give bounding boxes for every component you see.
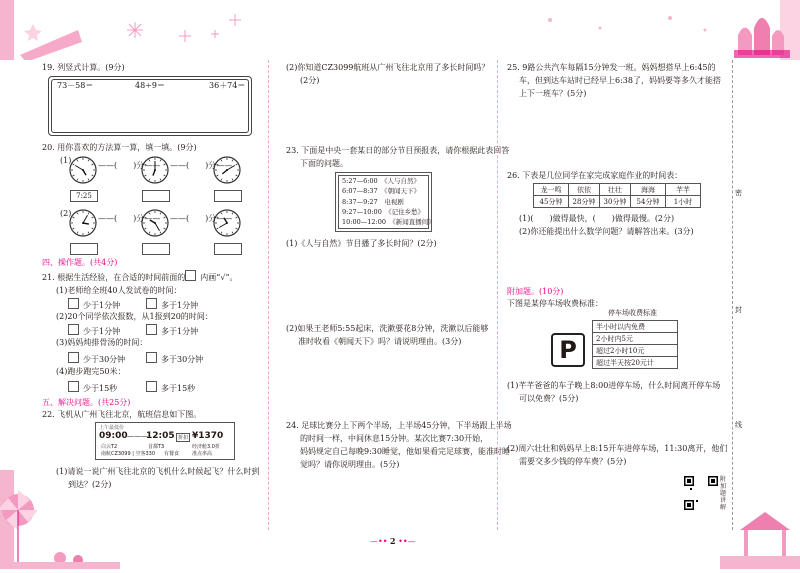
column-divider-2 xyxy=(497,60,498,530)
q20-arrow-3: ——( )分—— xyxy=(98,214,161,223)
q20-answer-box-5[interactable] xyxy=(214,243,242,255)
table-cell: 1小时 xyxy=(666,196,701,208)
table-header: 芊芊 xyxy=(666,184,701,196)
q24-line3: 妈妈规定自己每晚9:30睡觉，他如果看完足球赛，能准时睡 xyxy=(300,447,510,456)
q21-title xyxy=(42,270,238,283)
q24-line4: 觉吗？请你说明理由。(5分) xyxy=(300,460,400,469)
q21-item-3-a[interactable]: 少于30分钟 xyxy=(68,352,125,365)
table-cell: 超过半天按20元计 xyxy=(593,357,678,369)
q20-start-time: 7:25 xyxy=(76,192,92,200)
table-row xyxy=(593,333,678,345)
clock-face xyxy=(69,209,97,237)
schedule-item-4: 9:27—10:00 《记住乡愁》 xyxy=(342,207,425,216)
fee-table-title: 停车场收费标准 xyxy=(608,309,657,317)
q24-line1: 24. 足球比赛分上下两个半场，上半场45分钟，下半场跟上半场 xyxy=(286,421,512,430)
bonus-1-line2: 可以免费？(5分) xyxy=(519,394,579,403)
ticket-flight: 南航CZ3099 | 空客330 xyxy=(101,451,156,457)
q20-time-box-start xyxy=(70,190,98,202)
table-cell: 30分钟 xyxy=(600,196,631,208)
ticket-airport1: 白云T2 xyxy=(101,444,118,450)
ticket-arrive: 12:05 xyxy=(146,431,175,441)
schedule-list xyxy=(342,176,435,227)
qr-caption: 附加题讲解 xyxy=(720,476,727,511)
q20-unit-1: 分 xyxy=(136,161,145,170)
schedule-item-5: 10:00—12:00 《新闻直播间》 xyxy=(342,218,435,227)
table-header: 海海 xyxy=(631,184,666,196)
q22-1-question: (1)请说一说广州飞往北京的飞机什么时候起飞？什么时到 xyxy=(56,467,260,476)
q21-title-box xyxy=(185,270,196,281)
bonus-1-line1: (1)芊芊爸爸的车子晚上8:00进停车场，什么时间离开停车场 xyxy=(507,381,721,390)
q21-item-1-label: (1)老师给全班40人发试卷的时间： xyxy=(56,286,182,295)
q23-2-line1: (2)如果王老师5:55起床，洗漱要花8分钟，洗漱以后能够 xyxy=(286,324,489,333)
q23-line2: 下面的问题。 xyxy=(300,159,348,168)
homework-time-table xyxy=(533,183,701,208)
clock-face xyxy=(69,156,97,184)
q22-1-question-line2: 到达？(2分) xyxy=(68,480,112,489)
margin-mark-seal: 密 xyxy=(735,189,742,197)
q22-2-line1: (2)你知道CZ3099航班从广州飞往北京用了多长时间吗？ xyxy=(286,63,490,72)
schedule-item-3: 8:37—9:27 电视剧 xyxy=(342,197,404,206)
q25-line3: 上下一班车？(5分) xyxy=(519,89,587,98)
bonus-2-line1: (2)周六壮壮和妈妈早上8:15开车进停车场，11:30离开，他们 xyxy=(507,444,728,453)
q23-2-line2: 准时收看《朝闻天下》吗？请说明理由。(3分) xyxy=(298,337,462,346)
ticket-arrow: ——— xyxy=(127,432,148,440)
ticket-price: ¥1370 xyxy=(192,431,224,441)
q21-item-4-a[interactable]: 少于15秒 xyxy=(68,381,117,394)
table-cell: 半小时以内免费 xyxy=(593,321,678,333)
table-header: 龙一鸣 xyxy=(534,184,569,196)
q19-expr-1: 73－58＝ xyxy=(57,81,94,90)
ticket-airport2: 首都T3 xyxy=(148,444,165,450)
table-cell: 45分钟 xyxy=(534,196,569,208)
bonus-intro: 下图是某停车场收费标准： xyxy=(507,299,603,308)
table-row xyxy=(593,357,678,369)
table-header: 壮壮 xyxy=(600,184,631,196)
q20-unit-4: 分 xyxy=(208,214,217,223)
q21-item-2-a[interactable]: 少于1分钟 xyxy=(68,324,120,337)
page-number: —•• 2 ••— xyxy=(370,536,416,546)
q25-line2: 车，但到达车站时已经早上6:38了，妈妈要等多久才能搭 xyxy=(519,76,721,85)
column-divider-1 xyxy=(268,60,269,530)
q20-answer-box-1[interactable] xyxy=(142,190,170,202)
q19-expr-2: 48÷9＝ xyxy=(135,81,165,90)
q19-work-box xyxy=(48,76,252,136)
q22-2-line2: (2分) xyxy=(300,76,320,85)
sec5-title: 五、解决问题。(共25分) xyxy=(42,398,131,407)
table-header: 依依 xyxy=(569,184,600,196)
q21-item-3-b[interactable]: 多于30分钟 xyxy=(146,352,203,365)
ticket-note: 经济舱3.0折 xyxy=(192,444,220,450)
q21-item-4-b[interactable]: 多于15秒 xyxy=(146,381,195,394)
table-cell: 2小时内5元 xyxy=(593,333,678,345)
fee-table xyxy=(592,320,678,369)
ticket-meal: 有餐食 xyxy=(164,451,180,457)
q26-2: (2)你还能提出什么数学问题？请解答出来。(3分) xyxy=(519,227,694,236)
top-left-decoration xyxy=(0,0,90,60)
q20-arrow-2: ——( )分—— xyxy=(170,161,233,170)
q26-title: 26. 下表是几位同学在家完成家庭作业的时间表： xyxy=(507,171,683,180)
q19-title: 19. 列竖式计算。(9分) xyxy=(42,63,125,72)
q20-unit-2: 分 xyxy=(208,161,217,170)
q21-item-4-label: (4)跑步跑完50米： xyxy=(56,367,126,376)
snowflake-icons xyxy=(95,8,255,48)
q20-answer-box-4[interactable] xyxy=(142,243,170,255)
q21-item-1-b[interactable]: 多于1分钟 xyxy=(146,298,198,311)
q20-unit-3: 分 xyxy=(136,214,145,223)
q26-1: (1)( )做得最快，( )做得最慢。(2分) xyxy=(519,214,675,223)
table-header-row xyxy=(534,184,701,196)
q20-answer-box-3[interactable] xyxy=(70,243,98,255)
q25-line1: 25. 9路公共汽车每隔15分钟发一班。妈妈想搭早上6:45的 xyxy=(507,63,716,72)
table-cell: 28分钟 xyxy=(569,196,600,208)
q24-line2: 的时间一样，中间休息15分钟。某次比赛7:30开始， xyxy=(300,434,489,443)
q20-title: 20. 用你喜欢的方法算一算，填一填。(9分) xyxy=(42,143,197,152)
top-stars xyxy=(520,8,720,38)
flight-ticket xyxy=(95,422,235,460)
q20-row1-label: (1) xyxy=(60,156,72,165)
ticket-extra: 准点率高 xyxy=(192,451,213,457)
q21-item-3-label: (3)妈妈炖排骨汤的时间： xyxy=(56,338,148,347)
schedule-item-2: 6:07—8:37 《朝闻天下》 xyxy=(342,187,420,196)
bonus-2-line2: 需要交多少钱的停车费？(5分) xyxy=(519,457,627,466)
q21-item-2-label: (2)20个同学依次报数，从1报到20的时间： xyxy=(56,312,213,321)
page-number-value: 2 xyxy=(389,536,396,546)
parking-sign xyxy=(551,333,585,367)
q19-expr-3: 36＋74＝ xyxy=(209,81,246,90)
castle-decoration xyxy=(720,0,800,60)
q20-answer-box-2[interactable] xyxy=(214,190,242,202)
sec4-title: 四、操作题。(共4分) xyxy=(42,258,118,267)
q21-item-2-b[interactable]: 多于1分钟 xyxy=(146,324,198,337)
margin-mark-close: 封 xyxy=(735,306,742,314)
bonus-title: 附加题。(10分) xyxy=(507,287,564,296)
q23-1: (1)《人与自然》节目播了多长时间？(2分) xyxy=(286,239,437,248)
table-cell: 超过2小时10元 xyxy=(593,345,678,357)
q20-arrow-4: ——( )分—— xyxy=(170,214,233,223)
qr-code[interactable] xyxy=(684,476,718,510)
ticket-depart: 09:00 xyxy=(99,431,128,441)
ticket-header: 上午最低价 xyxy=(99,425,125,431)
schedule-item-1: 5:27—6:00 《人与自然》 xyxy=(342,177,420,185)
q23-line1: 23. 下面是中央一套某日的部分节目预报表，请你根据此表回答 xyxy=(286,146,510,155)
parking-sign-letter: P xyxy=(559,336,577,364)
table-row xyxy=(593,345,678,357)
margin-mark-line: 线 xyxy=(735,421,742,429)
binding-line xyxy=(732,60,733,530)
q21-item-1-a[interactable]: 少于1分钟 xyxy=(68,298,120,311)
table-row xyxy=(593,321,678,333)
tv-schedule-box xyxy=(335,172,435,232)
q22-title: 22. 飞机从广州飞往北京，航班信息如下图。 xyxy=(42,410,202,419)
q21-title-head: 21. 根据生活经验，在合适的时间前面的 xyxy=(42,273,186,282)
ticket-tag: 折扣 xyxy=(178,435,189,441)
q20-row2-label: (2) xyxy=(60,209,72,218)
q20-arrow-1: ——( )分—— xyxy=(98,161,161,170)
table-cell: 54分钟 xyxy=(631,196,666,208)
table-row xyxy=(534,196,701,208)
q21-title-tail: 内画“√”。 xyxy=(200,273,238,282)
